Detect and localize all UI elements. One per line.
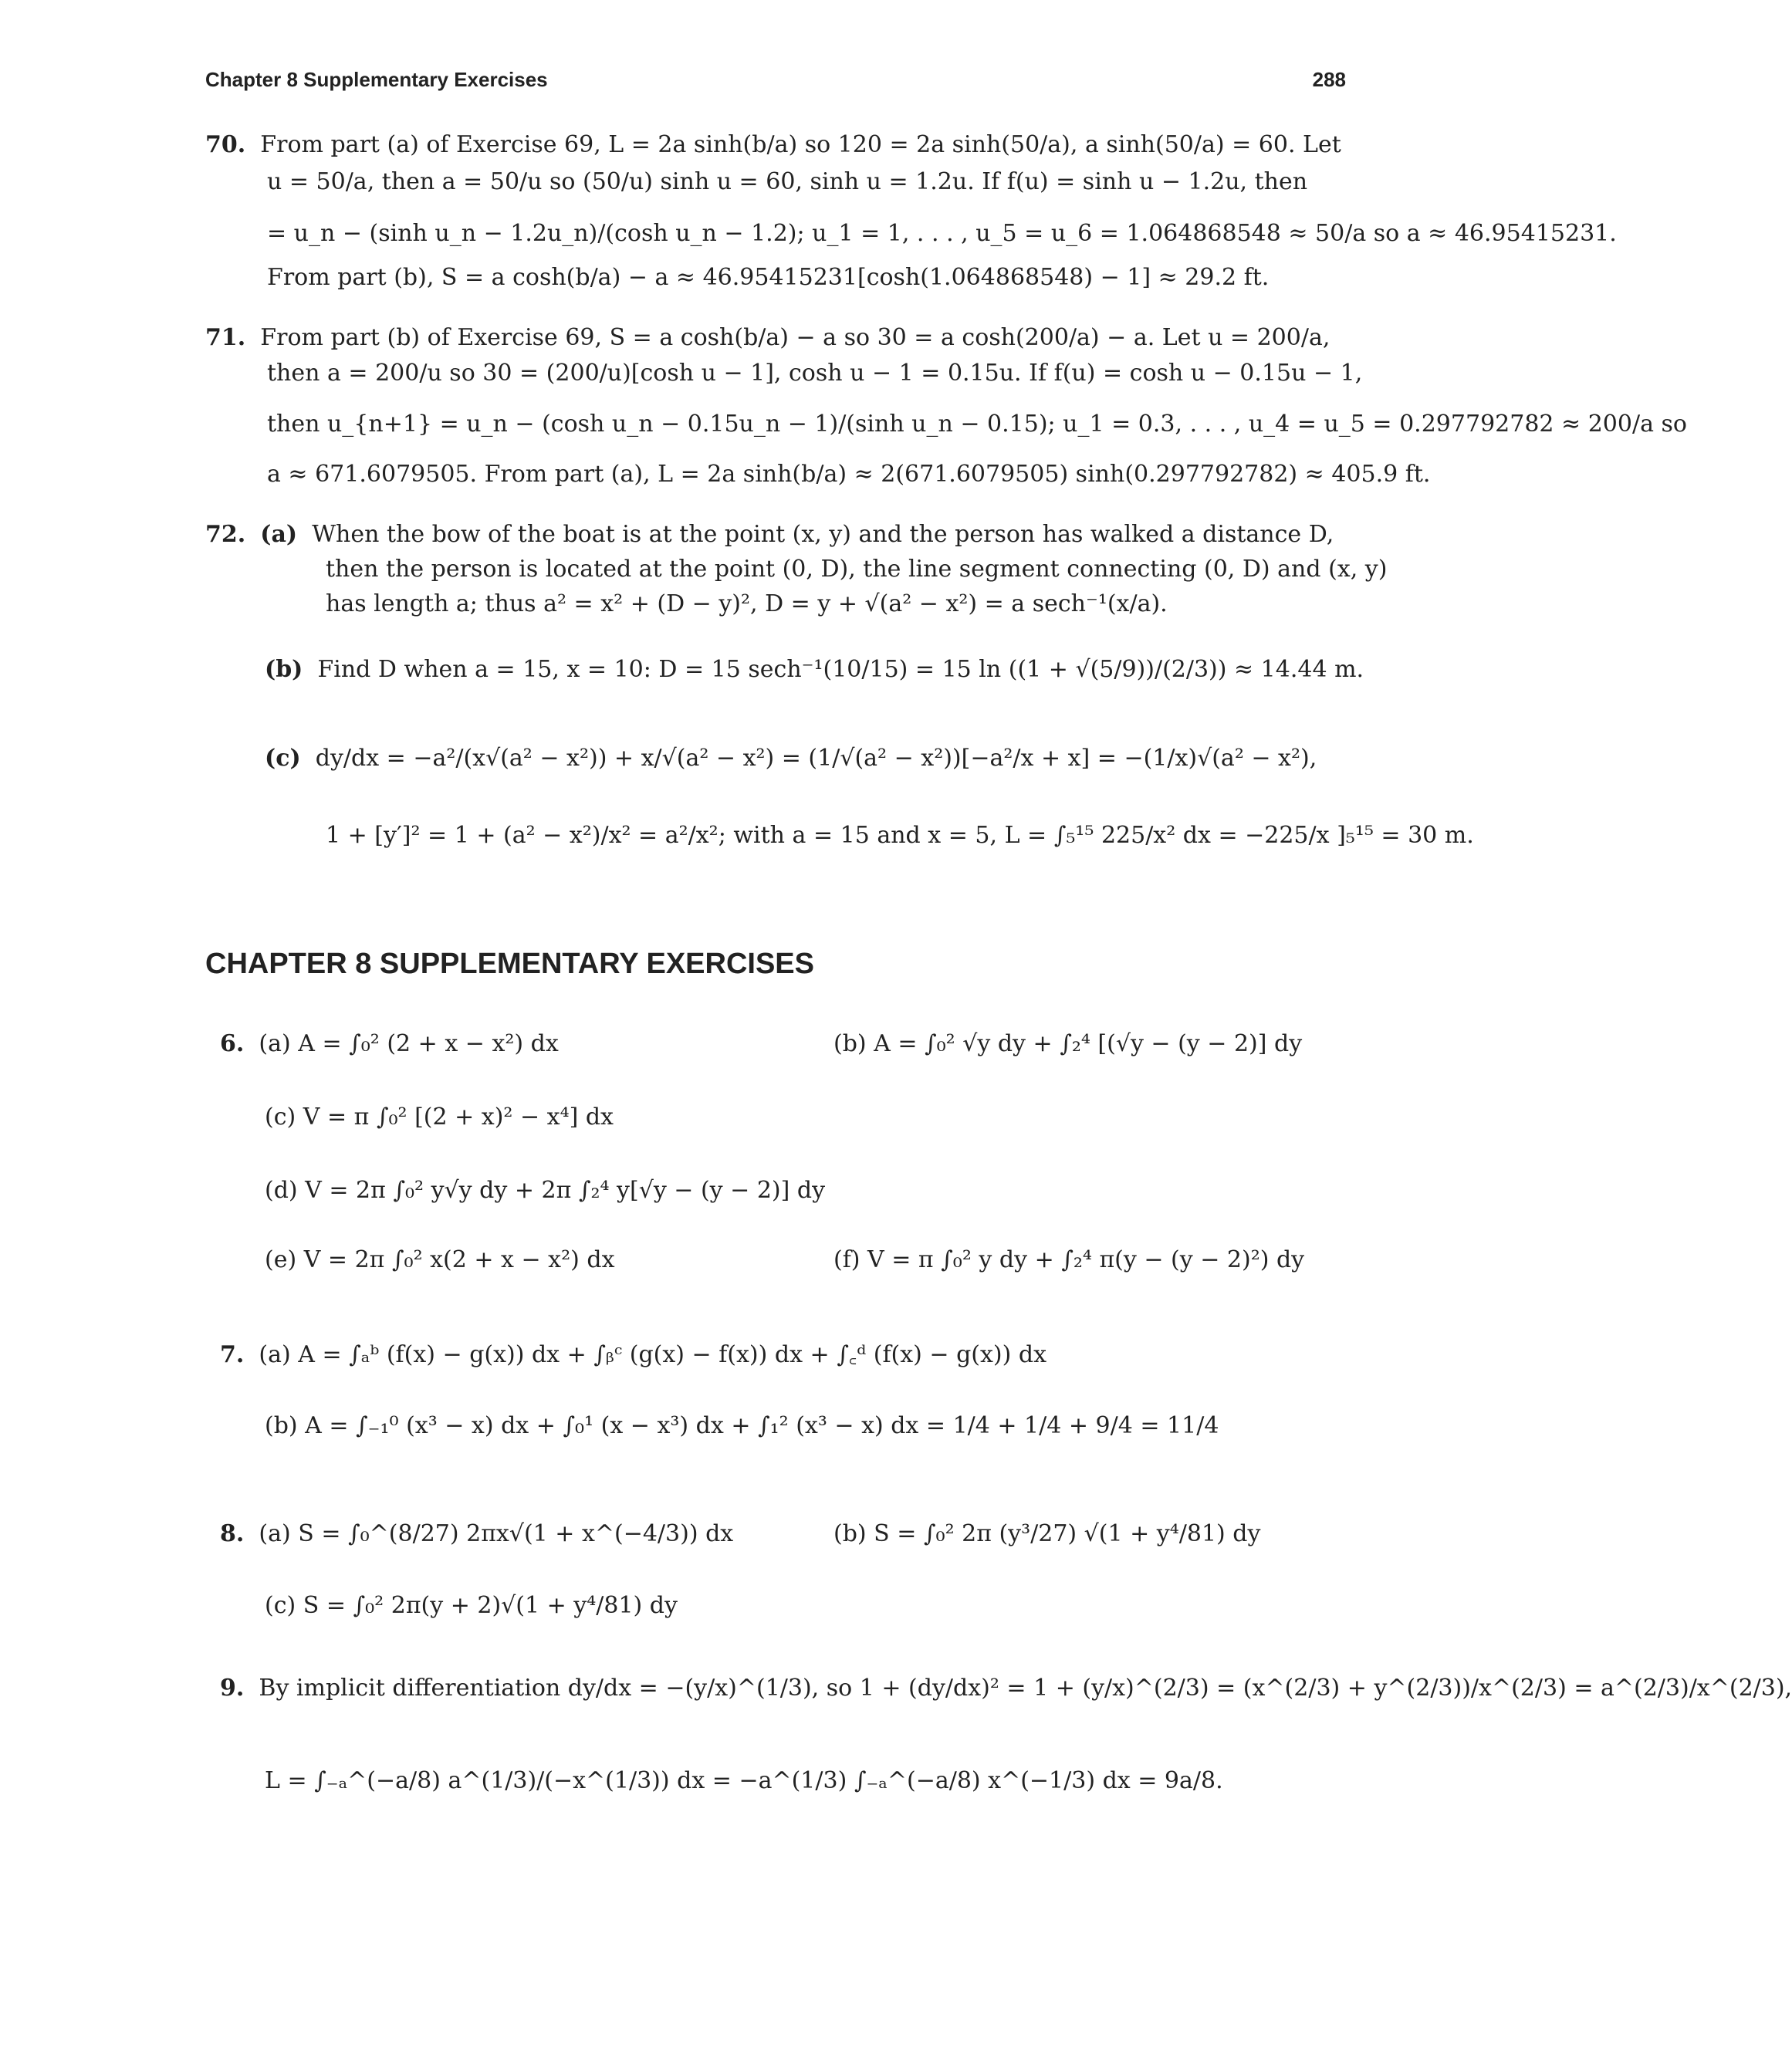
problem-72-line-3: has length a; thus a² = x² + (D − y)², D = y + √(a² − x²) = a sech⁻¹(x/a). xyxy=(326,590,1168,617)
problem-6-part-e: (e) V = 2π ∫₀² x(2 + x − x²) dx xyxy=(265,1246,615,1273)
problem-71-line-4: a ≈ 671.6079505. From part (a), L = 2a sinh(b/a) ≈ 2(671.6079505) sinh(0.297792782) ≈ 405.9 ft. xyxy=(267,461,1431,488)
problem-6-part-c: (c) V = π ∫₀² [(2 + x)² − x⁴] dx xyxy=(265,1104,614,1131)
problem-6-part-f: (f) V = π ∫₀² y dy + ∫₂⁴ π(y − (y − 2)²) dy xyxy=(833,1246,1305,1273)
problem-72-part-b xyxy=(265,656,1364,683)
problem-8-row-1 xyxy=(220,1520,733,1547)
problem-71-line-1 xyxy=(205,324,1330,351)
problem-number: 72. xyxy=(205,521,246,548)
running-header-title: Chapter 8 Supplementary Exercises xyxy=(205,68,548,91)
problem-8-part-b: (b) S = ∫₀² 2π (y³/27) √(1 + y⁴/81) dy xyxy=(833,1520,1261,1547)
problem-71-line-2: then a = 200/u so 30 = (200/u)[cosh u − 1], cosh u − 1 = 0.15u. If f(u) = cosh u − 0.15u − 1, xyxy=(267,360,1363,387)
problem-71-line-3: then u_{n+1} = u_n − (cosh u_n − 0.15u_n − 1)/(sinh u_n − 0.15); u_1 = 0.3, . . . , u_4 = u_5 = 0.297792782 ≈ 200/a so xyxy=(267,411,1687,438)
problem-72-line-1 xyxy=(205,521,1334,548)
part-a: (a) A = ∫₀² (2 + x − x²) dx xyxy=(259,1030,559,1057)
part-label: (b) xyxy=(265,656,303,683)
problem-7-part-b: (b) A = ∫₋₁⁰ (x³ − x) dx + ∫₀¹ (x − x³) dx + ∫₁² (x³ − x) dx = 1/4 + 1/4 + 9/4 = 11/4 xyxy=(265,1412,1219,1439)
problem-text: When the bow of the boat is at the point (x, y) and the person has walked a distance D, xyxy=(312,521,1334,548)
problem-6-row-1 xyxy=(220,1030,559,1057)
problem-number: 71. xyxy=(205,324,246,351)
problem-number: 8. xyxy=(220,1520,245,1547)
problem-70-line-4: From part (b), S = a cosh(b/a) − a ≈ 46.95415231[cosh(1.064868548) − 1] ≈ 29.2 ft. xyxy=(267,264,1270,291)
problem-9-line-1 xyxy=(220,1675,1792,1702)
problem-9-line-2: L = ∫₋ₐ^(−a/8) a^(1/3)/(−x^(1/3)) dx = −a^(1/3) ∫₋ₐ^(−a/8) x^(−1/3) dx = 9a/8. xyxy=(265,1767,1223,1794)
problem-72-line-2: then the person is located at the point (0, D), the line segment connecting (0, D) and (x, y) xyxy=(326,556,1388,583)
part-a: (a) S = ∫₀^(8/27) 2πx√(1 + x^(−4/3)) dx xyxy=(259,1520,734,1547)
problem-7-row-1 xyxy=(220,1337,1046,1369)
problem-number: 70. xyxy=(205,131,246,158)
problem-text: By implicit differentiation dy/dx = −(y/x)^(1/3), so 1 + (dy/dx)² = 1 + (y/x)^(2/3) = (x^(2/3) + y^(2/3))/x^(2/3) = a^(2/3)/x^(2/3), xyxy=(259,1675,1792,1702)
problem-text: Find D when a = 15, x = 10: D = 15 sech⁻¹(10/15) = 15 ln ((1 + √(5/9))/(2/3)) ≈ 14.44 m. xyxy=(317,656,1364,683)
problem-text: From part (b) of Exercise 69, S = a cosh(b/a) − a so 30 = a cosh(200/a) − a. Let u = 200/a, xyxy=(260,324,1330,351)
part-label: (c) xyxy=(265,745,301,772)
problem-number: 9. xyxy=(220,1675,245,1702)
section-title: CHAPTER 8 SUPPLEMENTARY EXERCISES xyxy=(205,948,815,980)
problem-6-part-d: (d) V = 2π ∫₀² y√y dy + 2π ∫₂⁴ y[√y − (y − 2)] dy xyxy=(265,1177,826,1204)
problem-number: 7. xyxy=(220,1341,245,1368)
problem-70-line-1 xyxy=(205,131,1341,158)
problem-text: dy/dx = −a²/(x√(a² − x²)) + x/√(a² − x²) = (1/√(a² − x²))[−a²/x + x] = −(1/x)√(a² − x²), xyxy=(315,745,1317,772)
part-label: (a) xyxy=(260,521,298,548)
part-a: (a) A = ∫ₐᵇ (f(x) − g(x)) dx + ∫ᵦᶜ (g(x) − f(x)) dx + ∫꜀ᵈ (f(x) − g(x)) dx xyxy=(259,1341,1046,1368)
problem-8-part-c: (c) S = ∫₀² 2π(y + 2)√(1 + y⁴/81) dy xyxy=(265,1592,678,1619)
problem-70-line-2: u = 50/a, then a = 50/u so (50/u) sinh u = 60, sinh u = 1.2u. If f(u) = sinh u − 1.2u, then xyxy=(267,168,1308,195)
problem-number: 6. xyxy=(220,1030,245,1057)
problem-70-line-3: = u_n − (sinh u_n − 1.2u_n)/(cosh u_n − 1.2); u_1 = 1, . . . , u_5 = u_6 = 1.064868548 ≈ 50/a so a ≈ 46.95415231. xyxy=(267,220,1617,247)
problem-6-part-b: (b) A = ∫₀² √y dy + ∫₂⁴ [(√y − (y − 2)] dy xyxy=(833,1030,1303,1057)
problem-72-part-c-line-2: 1 + [y′]² = 1 + (a² − x²)/x² = a²/x²; with a = 15 and x = 5, L = ∫₅¹⁵ 225/x² dx = −225/x ]₅¹⁵ = 30 m. xyxy=(326,822,1474,849)
problem-text: From part (a) of Exercise 69, L = 2a sinh(b/a) so 120 = 2a sinh(50/a), a sinh(50/a) = 60. Let xyxy=(260,131,1341,158)
page-number: 288 xyxy=(1312,68,1346,91)
problem-72-part-c-line-1 xyxy=(265,745,1317,772)
